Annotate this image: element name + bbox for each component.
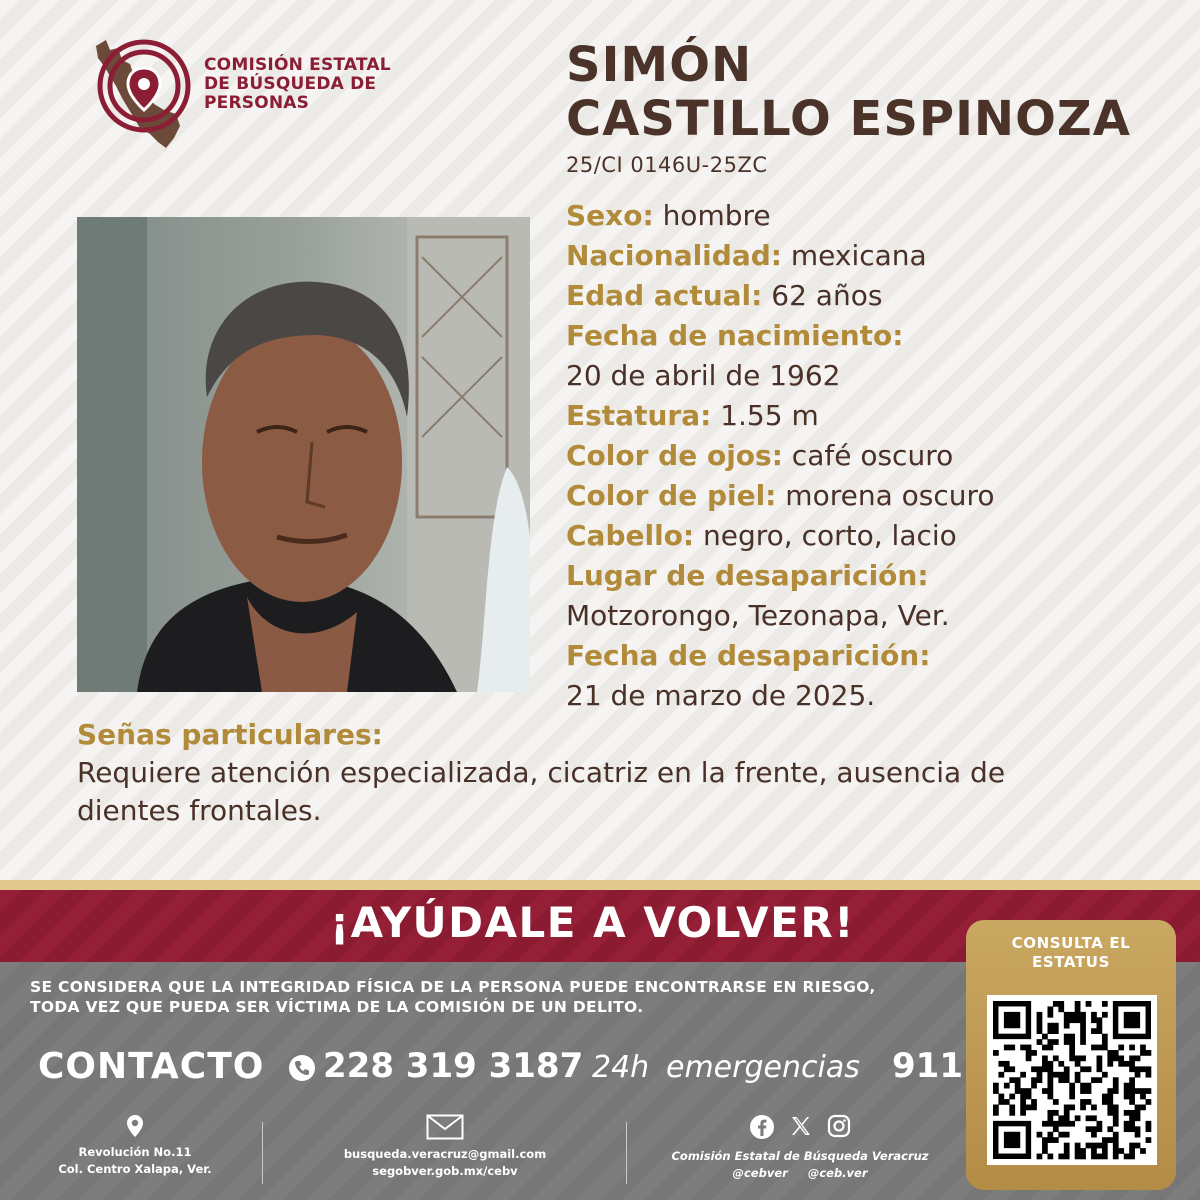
detail-row-lugar-value [566,596,1186,636]
case-id: 25/CI 0146U-25ZC [566,153,768,177]
detail-label: Sexo: [566,199,654,232]
contact-phone-link[interactable]: 228 319 3187 [323,1046,584,1086]
commission-name-line1: COMISIÓN ESTATAL [204,55,391,75]
commission-name-line2: DE BÚSQUEDA DE [204,74,377,94]
website-link[interactable]: segobver.gob.mx/cebv [372,1164,518,1178]
status-qr-card [966,920,1176,1190]
commission-logo [84,34,414,154]
footer-divider [626,1122,627,1184]
instagram-icon[interactable] [827,1114,851,1138]
social-icons [650,1114,950,1140]
gold-stripe [0,880,1200,890]
detail-label: Color de piel: [566,479,777,512]
risk-notice [30,977,960,1017]
help-banner-text: ¡AYÚDALE A VOLVER! [330,898,855,947]
email-block [290,1114,600,1180]
detail-label: Edad actual: [566,279,763,312]
detail-label: Fecha de desaparición: [566,639,931,672]
detail-row-fecha-desaparicion-label [566,636,1186,676]
emergency-label: emergencias [666,1050,860,1085]
detail-row-ojos [566,436,1186,476]
detail-row-cabello [566,516,1186,556]
person-first-name: SIMÓN [566,37,753,93]
detail-value: negro, corto, lacio [703,519,957,552]
detail-value: 21 de marzo de 2025. [566,679,876,712]
emergency-number-link[interactable]: 911 [892,1046,963,1086]
address-block [40,1114,230,1178]
person-details [566,196,1186,716]
person-photo [77,217,530,692]
social-block [650,1114,950,1182]
detail-row-fecha-desaparicion-value [566,676,1186,716]
mail-icon [426,1114,464,1140]
status-title [966,934,1176,972]
detail-value: morena oscuro [785,479,995,512]
detail-row-lugar-label [566,556,1186,596]
status-title-line2: ESTATUS [1032,953,1110,971]
detail-value: 1.55 m [720,399,819,432]
distinguishing-marks-line1: Requiere atención especializada, cicatriz en la frente, ausencia de [77,756,1006,789]
detail-value: 20 de abril de 1962 [566,359,841,392]
phone-icon [288,1054,316,1082]
x-icon[interactable] [789,1114,813,1138]
commission-name-line3: PERSONAS [204,93,310,113]
contact-row [38,1042,968,1092]
footer-divider [262,1122,263,1184]
address-line2: Col. Centro Xalapa, Ver. [58,1162,212,1176]
detail-value: 62 años [771,279,883,312]
status-qr-code[interactable] [987,995,1157,1165]
contact-label: CONTACTO [38,1046,265,1087]
detail-row-nacionalidad [566,236,1186,276]
distinguishing-marks [77,716,1157,830]
detail-label: Color de ojos: [566,439,783,472]
detail-value: café oscuro [791,439,954,472]
detail-row-piel [566,476,1186,516]
detail-label: Cabello: [566,519,695,552]
detail-label: Estatura: [566,399,712,432]
detail-row-estatura [566,396,1186,436]
detail-label: Lugar de desaparición: [566,559,929,592]
address-line1: Revolución No.11 [78,1145,192,1159]
detail-value: mexicana [790,239,927,272]
contact-hours: 24h [592,1050,650,1085]
detail-value: Motzorongo, Tezonapa, Ver. [566,599,950,632]
facebook-icon[interactable] [749,1114,775,1140]
detail-row-nacimiento-label [566,316,1186,356]
distinguishing-marks-label: Señas particulares: [77,718,383,751]
detail-row-nacimiento-value [566,356,1186,396]
person-name [566,38,1131,146]
detail-label: Fecha de nacimiento: [566,319,904,352]
email-link[interactable]: busqueda.veracruz@gmail.com [343,1147,547,1161]
detail-row-sexo [566,196,1186,236]
detail-label: Nacionalidad: [566,239,782,272]
veracruz-map-logo-icon [84,34,204,154]
risk-notice-line1: SE CONSIDERA QUE LA INTEGRIDAD FÍSICA DE LA PERSONA PUEDE ENCONTRARSE EN RIESGO, [30,978,876,996]
social-handle-2[interactable]: @ceb.ver [807,1166,868,1180]
person-last-names: CASTILLO ESPINOZA [566,91,1131,147]
commission-name [204,56,391,113]
detail-value: hombre [662,199,771,232]
social-handle-1[interactable]: @cebver [732,1166,788,1180]
distinguishing-marks-line2: dientes frontales. [77,794,322,827]
social-account-name: Comisión Estatal de Búsqueda Veracruz [671,1149,929,1163]
status-title-line1: CONSULTA EL [1011,934,1131,952]
map-pin-icon [126,1114,144,1138]
risk-notice-line2: TODA VEZ QUE PUEDA SER VÍCTIMA DE LA COMISIÓN DE UN DELITO. [30,998,644,1016]
detail-row-edad [566,276,1186,316]
